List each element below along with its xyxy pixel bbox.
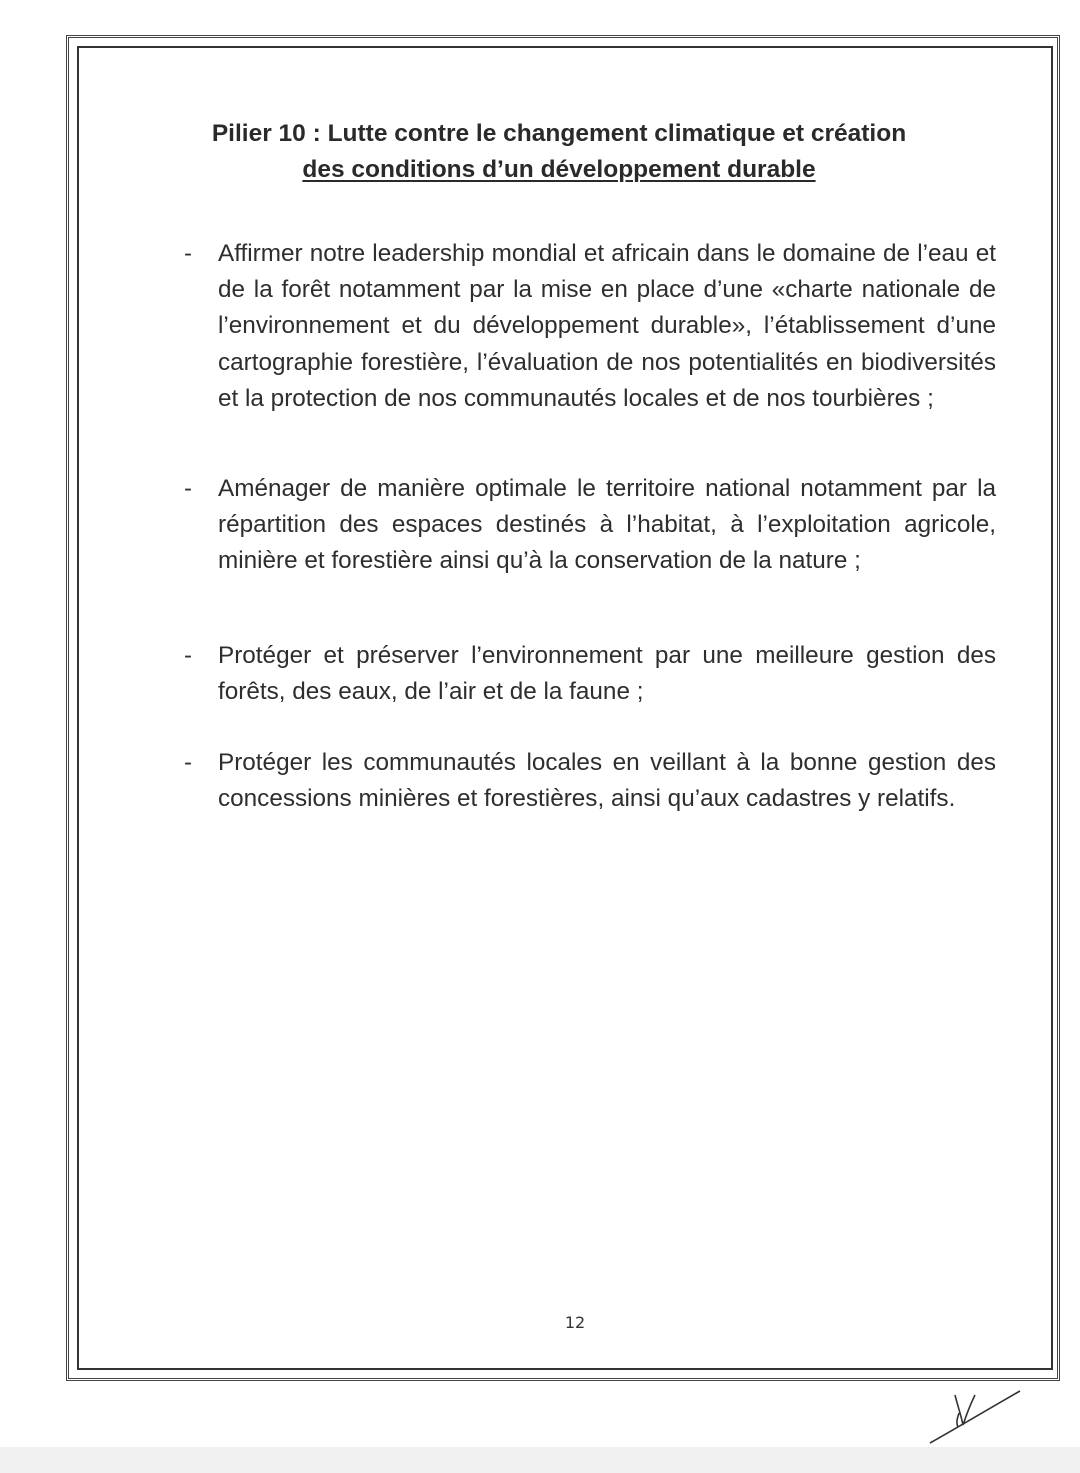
pillar-heading-line-1: Pilier 10 : Lutte contre le changement climatique et création [211, 120, 907, 147]
list-item-text: Aménager de manière optimale le territoire national notamment par la répartition des espaces destinés à l’habitat, à l’exploitation agricole, minière et forestière ainsi qu’à la conservation de la nature ; [218, 475, 996, 575]
scan-bottom-strip [0, 1447, 1080, 1473]
list-item-text: Protéger et préserver l’environnement par une meilleure gestion des forêts, des eaux, de l’air et de la faune ; [218, 642, 996, 706]
bullet-dash: - [184, 642, 192, 669]
bullet-dash: - [184, 240, 192, 267]
list-item-text: Protéger les communautés locales en veillant à la bonne gestion des concessions minières et forestières, ainsi qu’aux cadastres y relatifs. [218, 749, 996, 813]
list-item-text: Affirmer notre leadership mondial et africain dans le domaine de l’eau et de la forêt notamment par la mise en place d’une «charte nationale de l’environnement et du développement durable», l’établissement d’une cartographie forestière, l’évaluation de nos potentialités en biodiversités et la protection de nos communautés locales et de nos tourbières ; [218, 240, 996, 412]
bullet-dash: - [184, 475, 192, 502]
page-number: 12 [564, 1313, 586, 1332]
signature-mark [925, 1385, 1025, 1447]
pillar-heading [150, 116, 968, 188]
pillar-heading-line-2: des conditions d’un développement durable [302, 156, 816, 183]
bullet-dash: - [184, 749, 192, 776]
